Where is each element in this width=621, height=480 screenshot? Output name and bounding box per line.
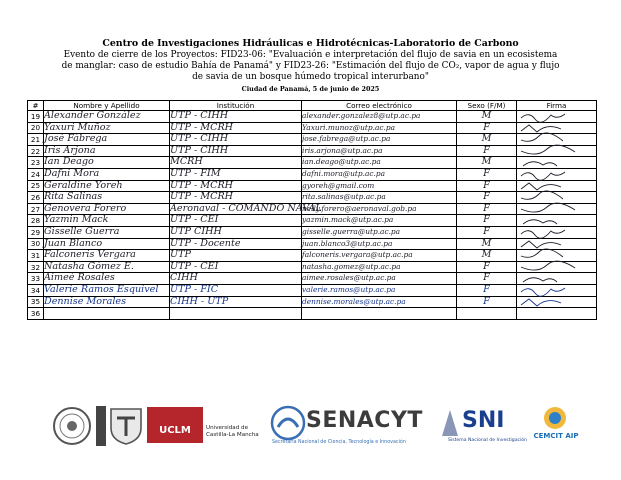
attendee-institution — [170, 308, 302, 320]
table-row — [28, 134, 597, 146]
attendee-sex: F — [457, 226, 517, 238]
attendee-signature — [517, 134, 597, 146]
sponsor-logos — [0, 400, 621, 470]
signature-scribble — [517, 297, 595, 307]
row-number: 24 — [28, 168, 44, 180]
row-number: 32 — [28, 261, 44, 273]
attendee-institution: Aeronaval - COMANDO NAVAL — [170, 202, 322, 214]
cemcit-emblem-icon — [538, 404, 572, 430]
signature-scribble — [517, 262, 595, 272]
attendee-name: Alexander González — [44, 111, 170, 123]
attendee-sex: F — [457, 215, 517, 227]
attendee-institution: UTP - CIHH — [170, 111, 302, 123]
table-row — [28, 111, 597, 123]
attendee-email: ian.deago@utp.ac.pa — [302, 157, 457, 169]
attendee-sex: M — [457, 134, 517, 146]
attendee-email: aimee.rosales@utp.ac.pa — [302, 273, 457, 285]
row-number: 26 — [28, 192, 44, 204]
vertical-banner-logo — [94, 406, 108, 446]
attendee-institution: UTP CIHH — [170, 226, 302, 238]
attendee-name: Valerie Ramos Esquivel — [44, 284, 170, 296]
signature-scribble — [517, 227, 595, 237]
signature-scribble — [517, 169, 595, 179]
attendee-name: Dennise Morales — [44, 296, 170, 308]
attendee-email: yazmin.mack@utp.ac.pa — [302, 215, 457, 227]
row-number: 22 — [28, 145, 44, 157]
row-number: 21 — [28, 134, 44, 146]
row-number: 30 — [28, 238, 44, 250]
signature-scribble — [517, 204, 595, 214]
attendee-sex: M — [457, 238, 517, 250]
attendee-sex: F — [457, 145, 517, 157]
attendee-email: Yaxuri.munoz@utp.ac.pa — [302, 122, 457, 134]
senacyt-subtitle: Secretaría Nacional de Ciencia, Tecnología e Innovación — [272, 440, 406, 445]
attendee-name: Rita Salinas — [44, 192, 170, 204]
attendee-institution: UTP - FIC — [170, 284, 302, 296]
attendee-signature — [517, 273, 597, 285]
attendee-signature — [517, 261, 597, 273]
attendee-name: Dafni Mora — [44, 168, 170, 180]
signature-scribble — [517, 134, 595, 144]
signature-scribble — [517, 216, 595, 226]
attendee-name: Gisselle Guerra — [44, 226, 170, 238]
attendee-signature — [517, 238, 597, 250]
row-number: 28 — [28, 215, 44, 227]
table-row — [28, 122, 597, 134]
signature-scribble — [517, 250, 595, 260]
attendee-signature — [517, 203, 597, 215]
col-name: Nombre y Apellido — [44, 101, 170, 111]
attendee-sex: F — [457, 273, 517, 285]
col-signature: Firma — [517, 101, 597, 111]
table-row — [28, 238, 597, 250]
event-description: Evento de cierre de los Proyectos: FID23-06: "Evaluación e interpretación del flujo de savia en un ecosistema de manglar: caso de estudio Bahía de Panamá" y FID23-26: "Estimación del flujo de CO₂, vapor de agua y flujo de savia de un bosque húmedo tropical interurbano" — [61, 50, 560, 83]
row-number: 35 — [28, 296, 44, 308]
row-number: 29 — [28, 226, 44, 238]
table-row — [28, 203, 597, 215]
row-number: 31 — [28, 250, 44, 262]
uclm-mark: UCLM — [159, 425, 191, 436]
attendee-signature — [517, 145, 597, 157]
table-row — [28, 180, 597, 192]
table-row — [28, 168, 597, 180]
attendee-email: jose.fabrega@utp.ac.pa — [302, 134, 457, 146]
attendee-institution: UTP - CEI — [170, 261, 302, 273]
attendee-name: Genovera Forero — [44, 203, 170, 215]
attendee-sex: F — [457, 192, 517, 204]
attendee-email: juan.blanco3@utp.ac.pa — [302, 238, 457, 250]
attendee-sex: F — [457, 203, 517, 215]
attendee-email: dafni.mora@utp.ac.pa — [302, 168, 457, 180]
attendee-sex: F — [457, 168, 517, 180]
attendee-email: gyoreh@gmail.com — [302, 180, 457, 192]
signature-scribble — [517, 192, 595, 202]
attendee-institution: MCRH — [170, 157, 302, 169]
row-number: 19 — [28, 111, 44, 123]
attendee-signature — [517, 157, 597, 169]
attendee-name: Ian Deago — [44, 157, 170, 169]
table-row — [28, 215, 597, 227]
table-row — [28, 273, 597, 285]
signature-scribble — [517, 274, 595, 284]
attendance-table — [27, 100, 597, 320]
col-institution: Institución — [170, 101, 302, 111]
attendee-email: nelly.forero@aeronaval.gob.pa — [302, 203, 457, 215]
attendee-email: rita.salinas@utp.ac.pa — [302, 192, 457, 204]
event-date: Ciudad de Panamá, 5 de junio de 2025 — [241, 84, 380, 93]
attendee-sex: F — [457, 284, 517, 296]
attendee-email: gisselle.guerra@utp.ac.pa — [302, 226, 457, 238]
attendee-institution: UTP — [170, 250, 302, 262]
row-number: 36 — [28, 308, 44, 320]
attendee-email: falconeris.vergara@utp.ac.pa — [302, 250, 457, 262]
attendee-email: dennise.morales@utp.ac.pa — [302, 296, 457, 308]
attendee-signature — [517, 180, 597, 192]
row-number: 27 — [28, 203, 44, 215]
attendee-name: Natasha Gómez E. — [44, 261, 170, 273]
attendee-institution: UTP - CIHH — [170, 145, 302, 157]
col-number: # — [28, 101, 44, 111]
attendee-sex: M — [457, 111, 517, 123]
signature-scribble — [517, 285, 595, 295]
signature-scribble — [517, 158, 595, 168]
attendee-signature — [517, 122, 597, 134]
attendee-name: Juan Blanco — [44, 238, 170, 250]
attendee-sex — [457, 308, 517, 320]
attendee-institution: UTP - MCRH — [170, 122, 302, 134]
sni-wordmark: SNI — [462, 408, 505, 433]
attendee-signature — [517, 192, 597, 204]
attendee-signature — [517, 284, 597, 296]
table-row — [28, 261, 597, 273]
attendee-signature — [517, 308, 597, 320]
attendee-institution: UTP - MCRH — [170, 180, 302, 192]
senacyt-wordmark: SENACYT — [306, 408, 423, 433]
attendee-institution: UTP - CEI — [170, 215, 302, 227]
attendee-name: Aimeé Rosales — [44, 273, 170, 285]
attendee-email: iris.arjona@utp.ac.pa — [302, 145, 457, 157]
attendee-signature — [517, 296, 597, 308]
senacyt-emblem-icon — [270, 405, 306, 441]
attendee-institution: CIHH - UTP — [170, 296, 302, 308]
attendee-institution: UTP - FIM — [170, 168, 302, 180]
attendee-sex: F — [457, 296, 517, 308]
sni-subtitle: Sistema Nacional de Investigación — [448, 438, 528, 443]
uclm-logo-block — [147, 407, 203, 443]
attendee-institution: CIHH — [170, 273, 302, 285]
document-header — [0, 38, 621, 94]
signature-scribble — [517, 239, 595, 249]
attendee-email — [302, 308, 457, 320]
attendee-sex: F — [457, 261, 517, 273]
table-row — [28, 226, 597, 238]
row-number: 25 — [28, 180, 44, 192]
attendee-institution: UTP - CIHH — [170, 134, 302, 146]
col-sex: Sexo (F/M) — [457, 101, 517, 111]
cemcit-wordmark: CEMCIT AIP — [533, 432, 579, 440]
document-title: Centro de Investigaciones Hidráulicas e Hidrotécnicas-Laboratorio de Carbono — [102, 38, 519, 49]
attendee-institution: UTP - MCRH — [170, 192, 302, 204]
university-seal-logo — [52, 406, 92, 446]
attendee-name — [44, 308, 170, 320]
table-row — [28, 284, 597, 296]
attendee-institution: UTP - Docente — [170, 238, 302, 250]
uclm-name: Universidad de Castilla-La Mancha — [206, 425, 259, 438]
attendee-name: Iris Arjona — [44, 145, 170, 157]
table-row — [28, 308, 597, 320]
attendee-name: Falconeris Vergara — [44, 250, 170, 262]
attendee-name: Yazmin Mack — [44, 215, 170, 227]
signature-scribble — [517, 146, 595, 156]
attendee-name: José Fábrega — [44, 134, 170, 146]
attendee-sex: M — [457, 250, 517, 262]
table-row — [28, 157, 597, 169]
table-row — [28, 145, 597, 157]
attendee-email: natasha.gomez@utp.ac.pa — [302, 261, 457, 273]
attendee-sex: F — [457, 180, 517, 192]
row-number: 23 — [28, 157, 44, 169]
attendee-signature — [517, 250, 597, 262]
attendee-sex: M — [457, 157, 517, 169]
table-row — [28, 296, 597, 308]
attendee-signature — [517, 168, 597, 180]
attendee-sex: F — [457, 122, 517, 134]
table-header-row — [28, 101, 597, 111]
attendee-name: Geraldine Yoreh — [44, 180, 170, 192]
attendee-signature — [517, 226, 597, 238]
row-number: 33 — [28, 273, 44, 285]
table-row — [28, 250, 597, 262]
attendee-signature — [517, 215, 597, 227]
signature-scribble — [517, 111, 595, 121]
attendee-name: Yaxuri Muñoz — [44, 122, 170, 134]
signature-scribble — [517, 123, 595, 133]
attendee-email: alexander.gonzalez8@utp.ac.pa — [302, 111, 457, 123]
row-number: 20 — [28, 122, 44, 134]
col-email: Correo electrónico — [302, 101, 457, 111]
attendee-signature — [517, 111, 597, 123]
signature-scribble — [517, 181, 595, 191]
attendee-email: valerie.ramos@utp.ac.pa — [302, 284, 457, 296]
sni-emblem-icon — [440, 408, 460, 438]
table-row — [28, 192, 597, 204]
utp-shield-logo — [108, 406, 144, 446]
row-number: 34 — [28, 284, 44, 296]
